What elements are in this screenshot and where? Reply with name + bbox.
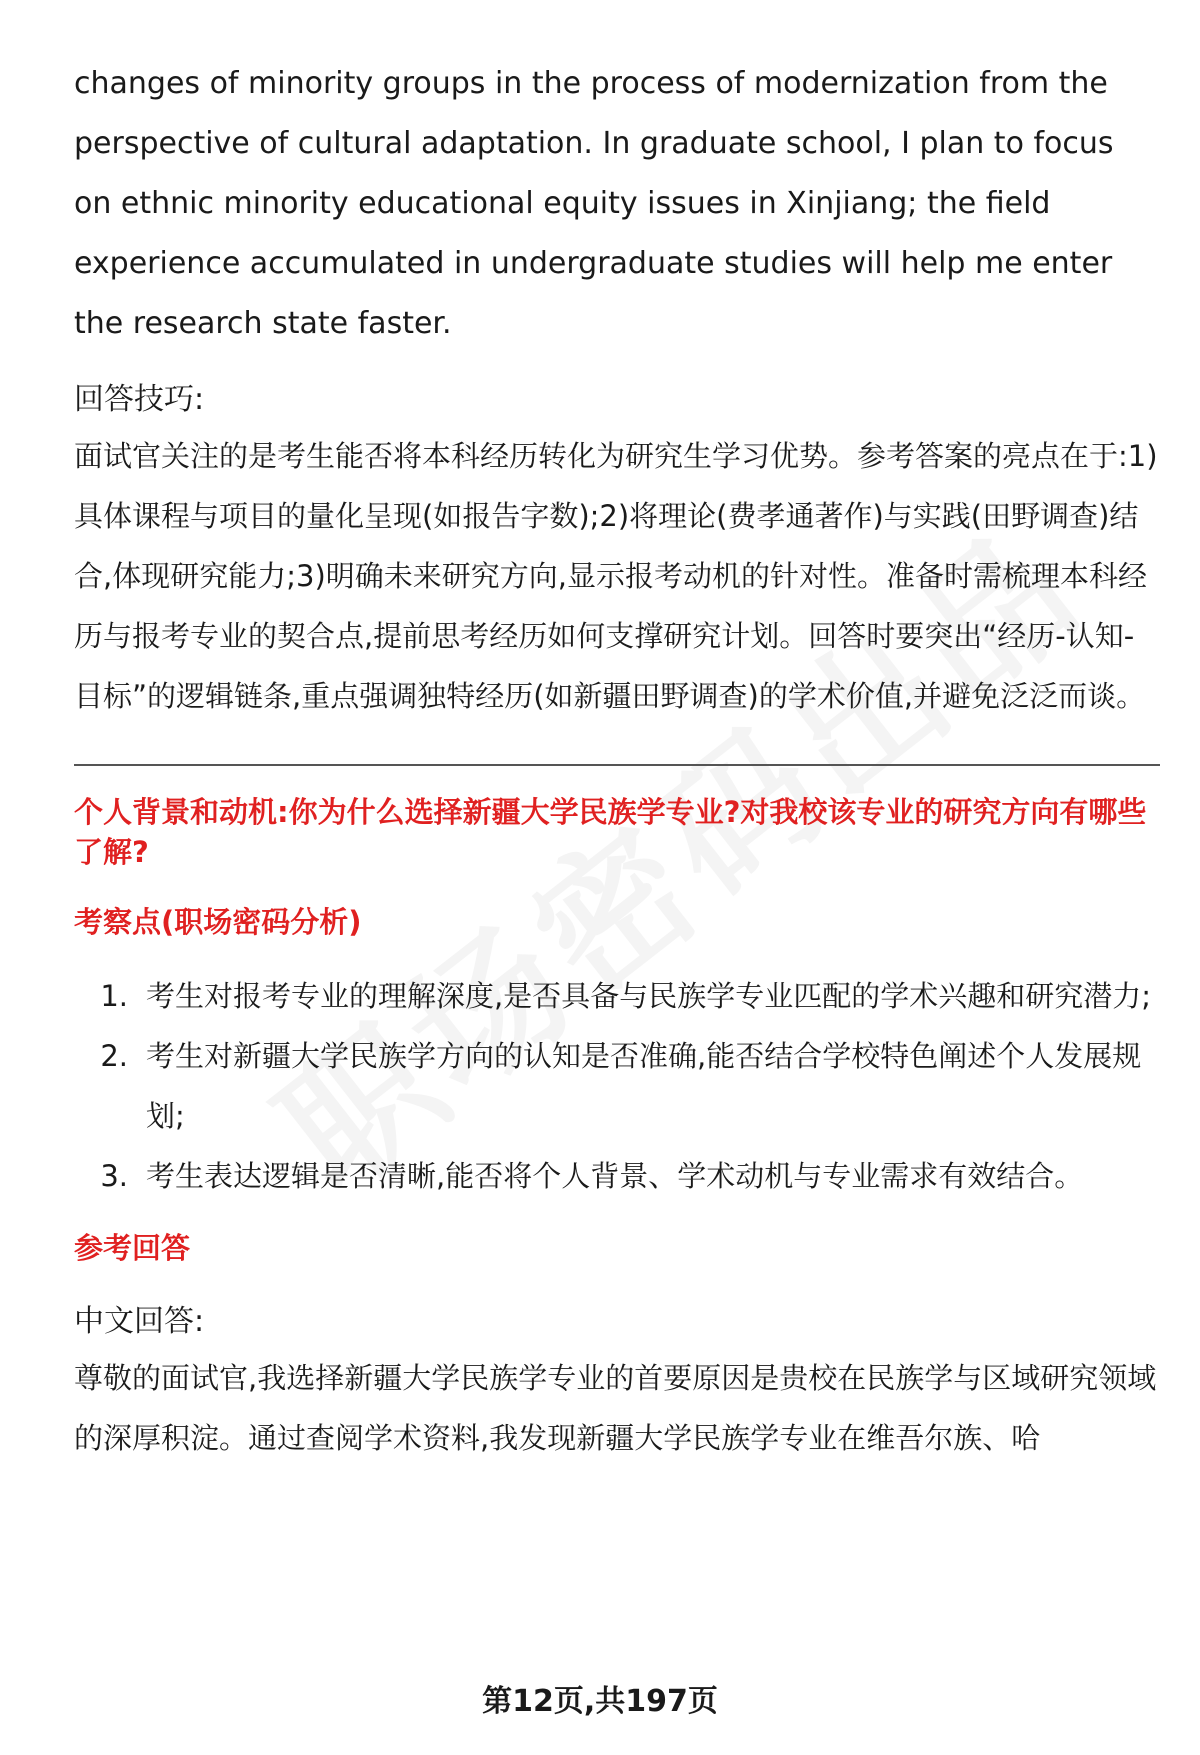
assessment-points-list: [74, 966, 1160, 1206]
assessment-heading: 考察点(职场密码分析): [74, 905, 362, 939]
list-item-text: 考生表达逻辑是否清晰,能否将个人背景、学术动机与专业需求有效结合。: [146, 1159, 1084, 1193]
list-item-text: 考生对报考专业的理解深度,是否具备与民族学专业匹配的学术兴趣和研究潜力;: [146, 979, 1151, 1013]
list-item: [74, 966, 1160, 1026]
chinese-answer-paragraph: 尊敬的面试官,我选择新疆大学民族学专业的首要原因是贵校在民族学与区域研究领域的深厚积淀。通过查阅学术资料,我发现新疆大学民族学专业在维吾尔族、哈: [74, 1361, 1157, 1455]
english-answer-paragraph: changes of minority groups in the process of modernization from the perspective of cultural adaptation. In graduate school, I plan to focus on ethnic minority educational equity issues in Xinjiang; the field experience accumulated in undergraduate studies will help me enter the research state faster.: [74, 66, 1114, 341]
list-item-text: 考生对新疆大学民族学方向的认知是否准确,能否结合学校特色阐述个人发展规划;: [146, 1039, 1142, 1133]
list-item-number: 1.: [100, 979, 128, 1013]
page-number-footer: 第12页,共197页: [482, 1684, 718, 1719]
chinese-answer-label: 中文回答:: [74, 1304, 205, 1339]
tips-paragraph: 面试官关注的是考生能否将本科经历转化为研究生学习优势。参考答案的亮点在于:1)具体课程与项目的量化呈现(如报告字数);2)将理论(费孝通著作)与实践(田野调查)结合,体现研究能力;3)明确未来研究方向,显示报考动机的针对性。准备时需梳理本科经历与报考专业的契合点,提前思考经历如何支撑研究计划。回答时要突出“经历-认知-目标”的逻辑链条,重点强调独特经历(如新疆田野调查)的学术价值,并避免泛泛而谈。: [74, 439, 1158, 713]
reference-answer-heading: 参考回答: [74, 1231, 191, 1265]
list-item: [74, 1146, 1160, 1206]
section-divider: [74, 764, 1160, 766]
document-page: [74, 54, 1160, 1468]
tips-label: 回答技巧:: [74, 382, 205, 417]
question-title: 个人背景和动机:你为什么选择新疆大学民族学专业?对我校该专业的研究方向有哪些了解?: [74, 795, 1147, 869]
list-item: [74, 1026, 1160, 1146]
list-item-number: 3.: [100, 1159, 128, 1193]
list-item-number: 2.: [100, 1039, 128, 1073]
